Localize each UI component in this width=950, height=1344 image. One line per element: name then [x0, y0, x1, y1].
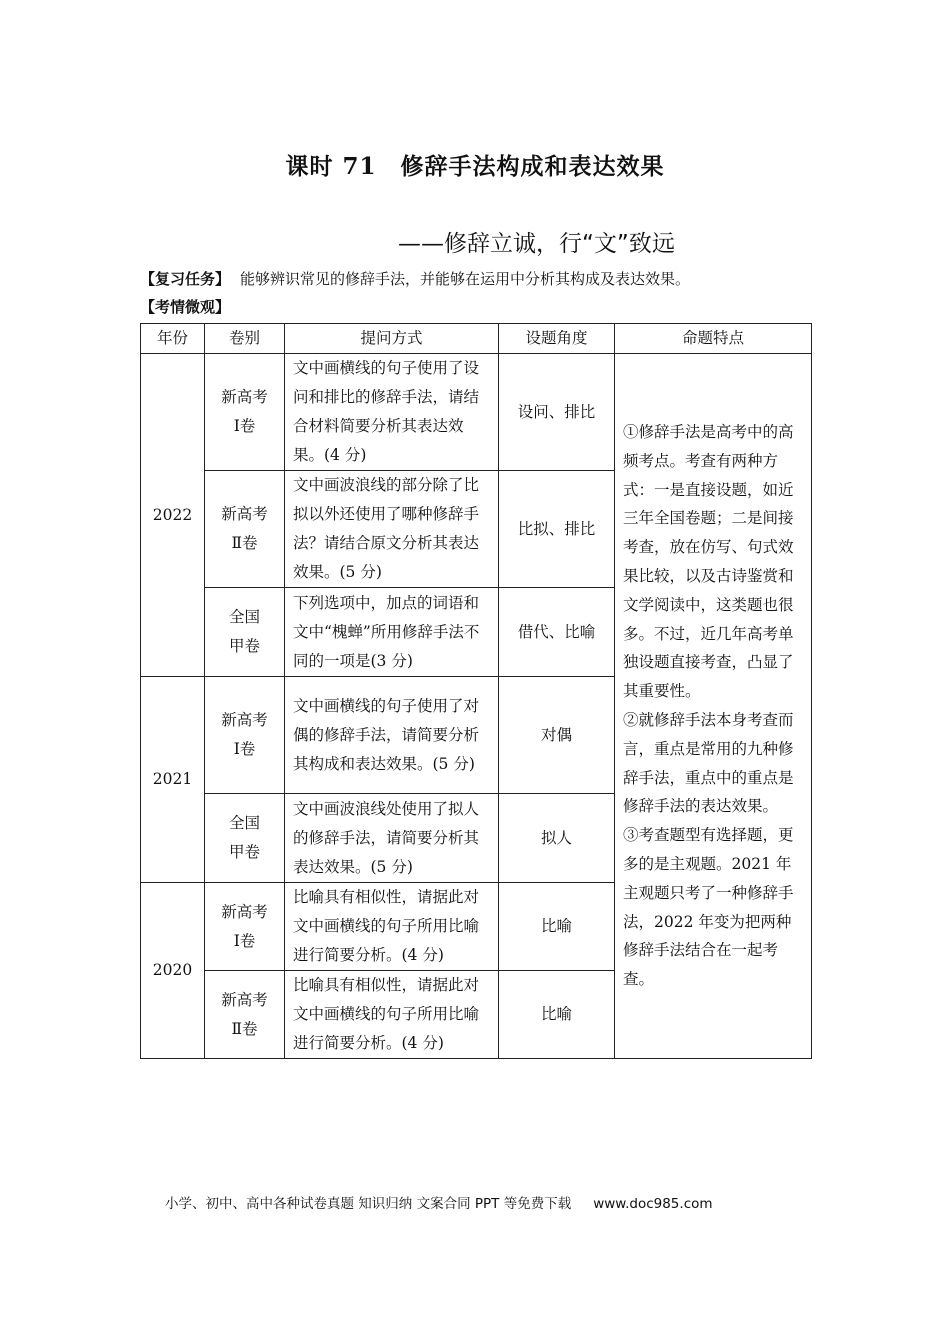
angle-cell: 拟人 — [499, 794, 615, 883]
review-task-text: 能够辨识常见的修辞手法，并能够在运用中分析其构成及表达效果。 — [240, 270, 691, 288]
question-cell: 文中画横线的句子使用了设问和排比的修辞手法，请结合材料简要分析其表达效果。(4 分) — [285, 354, 499, 471]
question-cell: 文中画波浪线处使用了拟人的修辞手法，请简要分析其表达效果。(5 分) — [285, 794, 499, 883]
paper-cell — [205, 883, 285, 971]
footer-site-link[interactable]: www.doc985.com — [593, 1196, 713, 1212]
question-cell: 比喻具有相似性，请据此对文中画横线的句子所用比喻进行简要分析。(4 分) — [285, 971, 499, 1059]
review-task — [140, 268, 690, 289]
year-cell: 2021 — [141, 677, 205, 883]
angle-cell: 设问、排比 — [499, 354, 615, 471]
question-cell: 下列选项中，加点的词语和文中“槐蝉”所用修辞手法不同的一项是(3 分) — [285, 588, 499, 677]
angle-cell: 比喻 — [499, 883, 615, 971]
year-cell: 2022 — [141, 354, 205, 677]
angle-cell: 借代、比喻 — [499, 588, 615, 677]
table-header-row — [141, 324, 812, 354]
angle-cell: 对偶 — [499, 677, 615, 794]
header-question: 提问方式 — [285, 324, 499, 354]
paper-cell — [205, 588, 285, 677]
footer-text: 小学、初中、高中各种试卷真题 知识归纳 文案合同 PPT 等免费下载 — [165, 1196, 572, 1212]
features-text: ①修辞手法是高考中的高频考点。考查有两种方式：一是直接设题，如近三年全国卷题；二是间接考查，放在仿写、句式效果比较，以及古诗鉴赏和文学阅读中，这类题也很多。不过，近几年高考单独设题直接考查，凸显了其重要性。 ②就修辞手法本身考查而言，重点是常用的九种修辞手法，重点中的重点是修辞手法的表达效果。 ③考查题型有选择题，更多的是主观题。2021 年主观题只考了一种修辞手法，2022 年变为把两种修辞手法结合在一起考查。 — [623, 423, 794, 989]
question-cell: 文中画波浪线的部分除了比拟以外还使用了哪种修辞手法？请结合原文分析其表达效果。(5 分) — [285, 471, 499, 588]
exam-survey-tag: 【考情微观】 — [140, 298, 231, 316]
features-cell — [615, 354, 812, 1059]
angle-cell: 比喻 — [499, 971, 615, 1059]
paper-cell — [205, 354, 285, 471]
header-paper: 卷别 — [205, 324, 285, 354]
paper-label: 新高考 Ⅰ卷 — [221, 902, 268, 950]
paper-cell — [205, 971, 285, 1059]
question-cell: 文中画横线的句子使用了对偶的修辞手法，请简要分析其构成和表达效果。(5 分) — [285, 677, 499, 794]
review-task-tag: 【复习任务】 — [140, 270, 231, 288]
paper-cell — [205, 794, 285, 883]
page-subtitle: ——修辞立诚，行“文”致远 — [398, 231, 675, 257]
year-cell: 2020 — [141, 883, 205, 1059]
page-footer — [165, 1192, 713, 1212]
page-title: 课时 71 修辞手法构成和表达效果 — [285, 153, 665, 180]
angle-cell: 比拟、排比 — [499, 471, 615, 588]
exam-table — [140, 323, 812, 1059]
table-row — [141, 354, 812, 471]
header-features: 命题特点 — [615, 324, 812, 354]
paper-label: 全国 甲卷 — [228, 814, 260, 861]
paper-cell — [205, 471, 285, 588]
paper-label: 新高考 Ⅰ卷 — [221, 388, 268, 435]
paper-label: 新高考 Ⅱ卷 — [221, 990, 268, 1038]
question-cell: 比喻具有相似性，请据此对文中画横线的句子所用比喻进行简要分析。(4 分) — [285, 883, 499, 971]
paper-label: 全国 甲卷 — [228, 608, 260, 655]
header-year: 年份 — [141, 324, 205, 354]
paper-cell — [205, 677, 285, 794]
paper-label: 新高考 Ⅱ卷 — [221, 505, 268, 552]
paper-label: 新高考 Ⅰ卷 — [221, 711, 268, 758]
header-angle: 设题角度 — [499, 324, 615, 354]
